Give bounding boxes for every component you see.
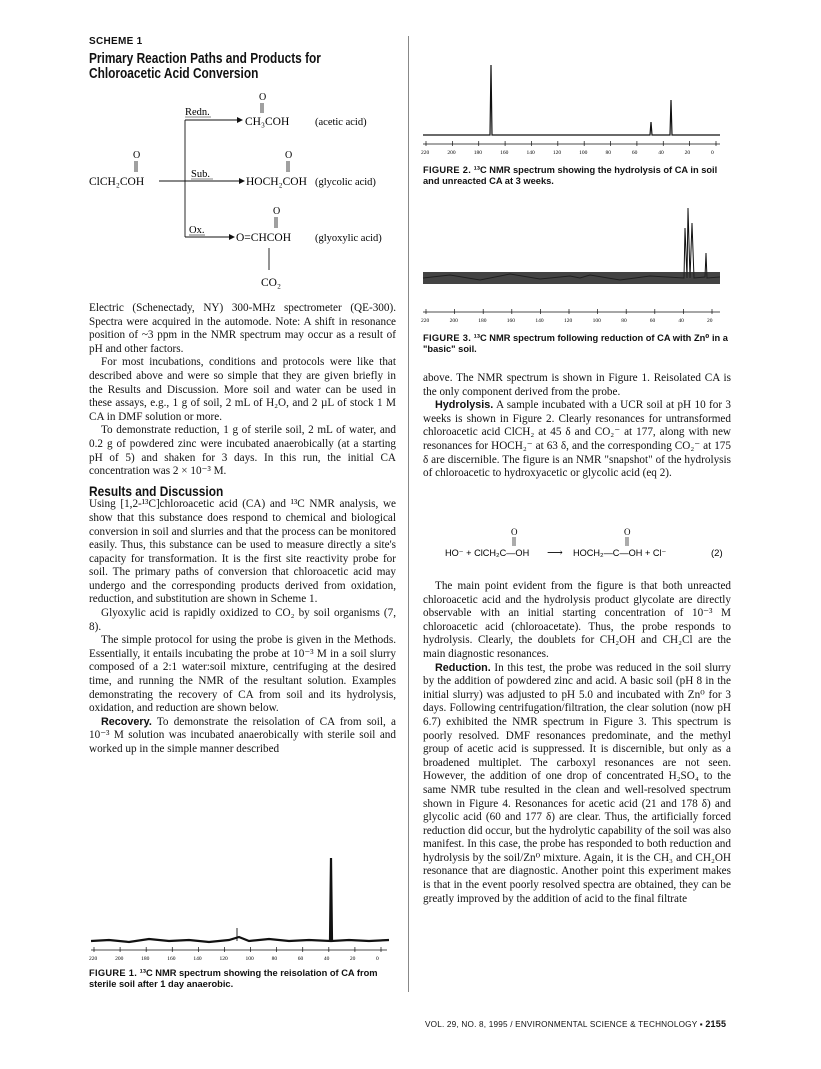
reactant-formula: ClCH₂COH [89,176,145,188]
left-column [89,302,396,757]
axis-tick-label: 160 [167,956,176,962]
figure-2-caption [423,165,731,187]
axis-tick-label: 160 [500,150,509,156]
eq-right: HOCH₂—C—OH + Cl⁻ [573,548,667,558]
product-1-carbonyl: O [259,92,267,103]
product-2-carbonyl: O [285,150,293,161]
axis-tick-label: 40 [658,150,664,156]
axis-tick-label: 200 [449,318,458,324]
page-number: 2155 [705,1019,727,1029]
figure-label: FIGURE 1. [89,968,138,978]
axis-tick-label: 180 [141,956,150,962]
right-column-lower [423,580,731,906]
axis-tick-label: 40 [323,956,330,962]
figure-caption-text: ¹³C NMR spectrum showing the reisolation of CA from sterile soil after 1 day anaerobic. [89,968,378,989]
axis-tick-label: 40 [678,318,684,324]
axis-tick-label: 100 [592,318,601,324]
axis-tick-label: 20 [349,956,356,962]
product-glycolic-acid: HOCH₂COH [246,176,307,188]
paragraph: above. The NMR spectrum is shown in Figure 1. Reisolated CA is the only component derived from the probe. [423,372,731,398]
figure-1-caption [89,968,399,990]
axis-tick-label: 100 [579,150,588,156]
axis-tick-label: 0 [711,150,714,156]
step-redn: Redn. [185,107,210,118]
eq-carbonyl-1: O [511,527,518,537]
column-divider [408,36,409,992]
eq-arrow: ⟶ [547,547,563,559]
axis-tick-label: 60 [649,318,656,324]
paragraph [423,662,731,907]
paragraph: For most incubations, conditions and protocols were like that described above and were so simple that they are given briefly in the Results and Discussion. More soil and water can be used in these assays, e.g., 1 g of soil, 2 mL of H₂O, and 2 µL of stock 1 M CA in DMF solution or more. [89,356,396,423]
paragraph [89,716,396,757]
figure-3-spectrum [420,198,730,333]
axis-tick-label: 0 [376,956,379,962]
axis-tick-label: 180 [478,318,487,324]
paragraph: Using [1,2-¹³C]chloroacetic acid (CA) and ¹³C NMR analysis, we show that this substance does respond to chemical and biological conversion in soil and slurries and that the process can be monitored easily. Thus, this substance can be used to measure directly a site's capacity for transformation. It is the first site reactivity probe for soil. The primary paths of conversion that chloroacetic acid may undergo and the corresponding products derived from oxidation, reduction, and substitution are shown in Scheme 1. [89,498,396,606]
figure-3-caption [423,333,731,355]
section-heading: Results and Discussion [89,482,224,499]
paragraph: To demonstrate reduction, 1 g of sterile soil, 2 mL of water, and 0.2 g of powdered zinc were incubated anaerobically (at a starting pH of 5) and shaken for 3 days. In this run, the initial CA concentration was 2 × 10⁻³ M. [89,424,396,478]
paragraph: The main point evident from the figure is that both unreacted chloroacetic acid and the hydrolysis product glycolate are directly observable with an initial starting concentration of 10⁻³ M chloroacetic acid (chloroacetate). Thus, the probe responds to hydrolysis. Clearly, the doublets for CH₂OH and CH₂Cl are the main diagnostic resonances. [423,580,731,660]
equation-2 [423,525,731,565]
paragraph-text: In this test, the probe was reduced in the soil slurry by the addition of powdered zinc and acid. A basic soil (pH 8 in the initial slurry) was adjusted to pH 5.0 and incubated with Zn⁰ for 3 days. Following centrifugation/filtration, the clear solution (now pH 6.7) exhibited the NMR spectrum in Figure 3. This spectrum is poorly resolved. DMF resonances predominate, and the methyl group of acetic acid is suppressed. It is discernible, but only as a broadened multiplet. The carboxyl resonances are not seen. However, the addition of one drop of concentrated H₂SO₄ to the same NMR tube resulted in the clean and well-resolved spectrum shown in Figure 4. Resonances for acetic acid (21 and 178 δ) and glycolic acid (60 and 177 δ) are clear. Thus, the artificially forced reduction did occur, but the hydrolytic capability of the soil was also manifest. In this case, the probe has responded to both reduction and hydrolysis by the soil/Zn⁰ mixture. Again, it is the CH₃ and CH₂OH resonance that are diagnostic. Another point this experiment makes is that in the event poorly resolved spectra are obtained, they can be greatly improved by the addition of acid to the final filtrate [423,661,731,905]
figure-1-spectrum [89,848,399,964]
product-co2: CO₂ [261,277,281,289]
axis-tick-label: 100 [245,956,254,962]
axis-tick-label: 140 [193,956,202,962]
product-acetic-name: (acetic acid) [315,117,367,128]
runin-heading: Hydrolysis. [435,399,494,412]
product-glycolic-name: (glycolic acid) [315,177,376,188]
axis-tick-label: 80 [621,318,627,324]
axis-tick-label: 200 [447,150,456,156]
product-glyoxylic-name: (glyoxylic acid) [315,233,382,244]
scheme-title: Primary Reaction Paths and Products for Chloroacetic Acid Conversion [89,51,321,82]
step-sub: Sub. [191,169,210,180]
axis-tick-label: 200 [115,956,124,962]
figure-label: FIGURE 2. [423,165,472,175]
eq-carbonyl-2: O [624,527,631,537]
axis-tick-label: 220 [89,956,98,962]
figure-caption-text: ¹³C NMR spectrum showing the hydrolysis of CA in soil and unreacted CA at 3 weeks. [423,165,718,186]
paragraph-text: To demonstrate the reisolation of CA from soil, a 10⁻³ M solution was incubated anaerobically with sterile soil and worked up in the simple manner described [89,715,396,755]
axis-tick-label: 160 [506,318,516,324]
axis-tick-label: 60 [297,956,304,962]
figure-label: FIGURE 3. [423,333,472,343]
axis-tick-label: 140 [535,318,544,324]
axis-tick-label: 220 [421,150,430,156]
figure-2-spectrum [420,60,730,160]
product-glyoxylic-acid: O=CHCOH [236,232,292,244]
product-3-carbonyl: O [273,206,281,217]
paragraph-text: A sample incubated with a UCR soil at pH 10 for 3 weeks is shown in Figure 2. Clearly resonances for untransformed chloroacetic acid ClCH₂ at 45 δ and CO₂⁻ at 177, along with new resonances for HOCH₂⁻ at 63 δ, and the corresponding CO₂⁻ at 175 δ are discernible. The figure is an NMR "snapshot" of the hydrolysis of chloroacetic to hydroxyacetic or glycolic acid (eq 2). [423,399,731,480]
runin-heading: Recovery. [101,715,152,728]
axis-tick-label: 120 [564,318,573,324]
step-ox: Ox. [189,225,205,236]
runin-heading: Reduction. [435,661,491,674]
eq-number: (2) [711,548,723,559]
paragraph [423,399,731,481]
axis-tick-label: 80 [605,150,612,156]
product-acetic-acid: CH₃COH [245,116,290,128]
axis-tick-label: 20 [707,318,713,324]
axis-tick-label: 120 [219,956,228,962]
eq-left: HO⁻ + ClCH₂C—OH [445,548,530,558]
axis-tick-label: 220 [421,318,430,324]
footer-journal: VOL. 29, NO. 8, 1995 / ENVIRONMENTAL SCIENCE & TECHNOLOGY ▪ [425,1020,703,1029]
axis-tick-label: 20 [684,150,691,156]
paragraph: Electric (Schenectady, NY) 300-MHz spectrometer (QE-300). Spectra were acquired in the automode. Note: A shift in resonance position of ~3 ppm in the NMR spectrum may occur as a result of pH and other factors. [89,302,396,355]
figure-caption-text: ¹³C NMR spectrum following reduction of CA with Zn⁰ in a "basic" soil. [423,333,728,354]
paragraph: The simple protocol for using the probe is given in the Methods. Essentially, it entails incubating the probe at 10⁻³ M in a soil slurry composed of a 2:1 water:soil mixture, centrifuging at the desired time, and running the NMR of the resultant solution. Examples demonstrating the recovery of CA from soil and its hydrolysis, oxidation, and reduction are shown below. [89,634,396,715]
right-column-upper [423,372,731,481]
spectrum-baseline [91,858,389,942]
axis-tick-label: 80 [271,956,278,962]
axis-tick-label: 120 [552,150,562,156]
scheme-diagram [89,90,409,295]
page-footer [425,1019,726,1029]
axis-tick-label: 60 [631,150,638,156]
paragraph: Glyoxylic acid is rapidly oxidized to CO₂ by soil organisms (7, 8). [89,607,396,633]
axis-tick-label: 140 [526,150,535,156]
scheme-label: SCHEME 1 [89,36,143,47]
axis-tick-label: 180 [473,150,482,156]
reactant-carbonyl: O [133,150,141,161]
